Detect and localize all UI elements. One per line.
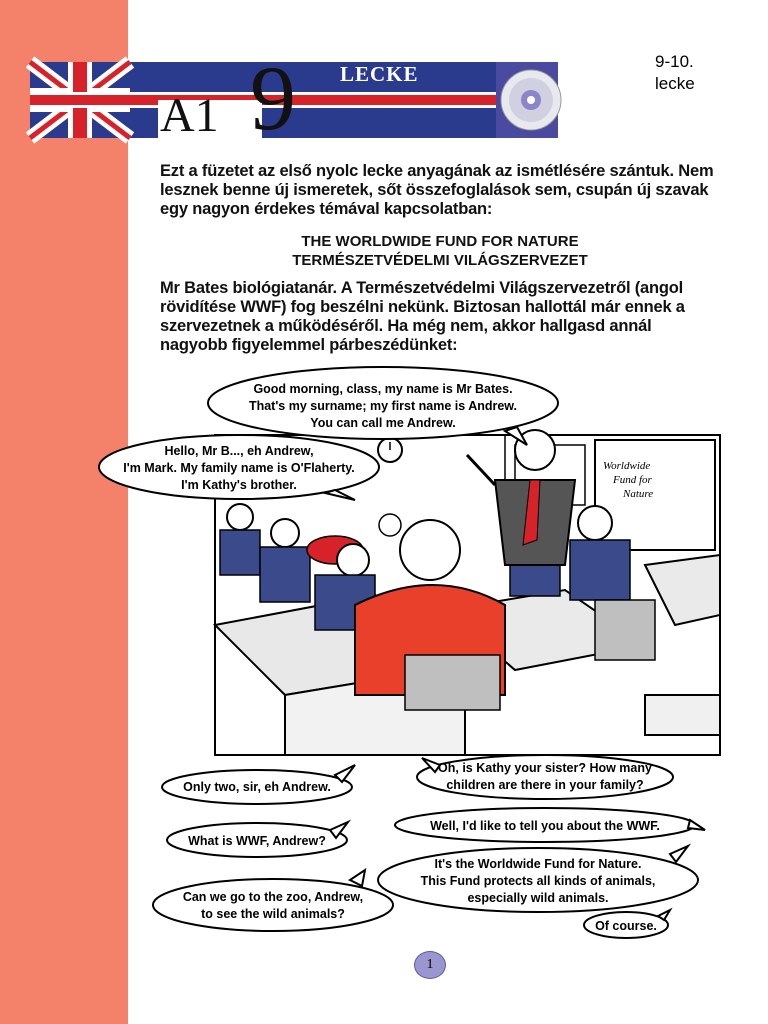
its-the-line-2: This Fund protects all kinds of animals, xyxy=(420,874,656,888)
speech-bubble-bates xyxy=(208,367,558,445)
lesson-label xyxy=(655,51,695,95)
mark-line-3: I'm Kathy's brother. xyxy=(181,478,297,492)
classroom-illustration xyxy=(123,365,725,760)
side-stripe xyxy=(0,0,128,1024)
mark-line-2: I'm Mark. My family name is O'Flaherty. xyxy=(123,461,355,475)
bubble-what-is xyxy=(167,822,348,857)
board-line-3: Nature xyxy=(623,488,654,500)
bubble-tell-wwf xyxy=(395,808,705,842)
what-is-text: What is WWF, Andrew? xyxy=(188,834,326,848)
lesson-label-line2: lecke xyxy=(655,74,695,93)
lesson-label-line1: 9-10. xyxy=(655,52,694,71)
kathy-sister-line-1: Oh, is Kathy your sister? How many xyxy=(438,761,652,775)
zoo-line-2: to see the wild animals? xyxy=(201,907,345,921)
page-number: 1 xyxy=(414,951,446,979)
section-heading xyxy=(160,232,720,270)
zoo-line-1: Can we go to the zoo, Andrew, xyxy=(182,890,364,904)
its-the-line-1: It's the Worldwide Fund for Nature. xyxy=(434,857,642,871)
speech-bubble-mark xyxy=(99,435,379,500)
bates-line-1: Good morning, class, my name is Mr Bates. xyxy=(253,382,513,396)
bubble-its-the xyxy=(378,846,698,912)
mark-line-1: Hello, Mr B..., eh Andrew, xyxy=(164,444,314,458)
kathy-sister-line-2: children are there in your family? xyxy=(446,778,644,792)
intro-paragraph: Ezt a füzetet az első nyolc lecke anyagának az ismétlésére szántuk. Nem lesznek benne új ismeretek, sőt összefoglalások sem, csupán új szavak egy nagyon érdekes témával kapcsolatban: xyxy=(160,162,714,218)
lesson-number: 9 xyxy=(250,47,296,149)
bates-line-2: That's my surname; my first name is Andrew. xyxy=(248,399,518,413)
heading-english: THE WORLDWIDE FUND FOR NATURE xyxy=(301,233,579,250)
bates-line-3: You can call me Andrew. xyxy=(310,416,456,430)
bubble-kathy-sister xyxy=(417,755,673,799)
of-course-text: Of course. xyxy=(595,919,657,933)
its-the-line-3: especially wild animals. xyxy=(467,891,609,905)
board-line-2: Fund for xyxy=(613,474,652,486)
lesson-word: LECKE xyxy=(340,62,419,86)
heading-hungarian: TERMÉSZETVÉDELMI VILÁGSZERVEZET xyxy=(292,252,588,269)
bubble-zoo xyxy=(153,870,393,931)
tell-wwf-text: Well, I'd like to tell you about the WWF. xyxy=(430,819,660,833)
cd-icon xyxy=(496,62,558,138)
only-two-text: Only two, sir, eh Andrew. xyxy=(183,780,331,794)
board-line-1: Worldwide xyxy=(603,460,651,472)
dialogue-bubbles xyxy=(150,750,710,945)
bubble-of-course xyxy=(584,910,670,938)
intro-paragraph-2: Mr Bates biológiatanár. A Természetvédelmi Világszervezetről (angol rövidítése WWF) fog beszélni nekünk. Biztosan hallottál már ennek a szervezetnek a működéséről. Ha még nem, akkor hallgasd annál nagyobb figyelemmel párbeszédünket: xyxy=(160,279,685,354)
level-label: A1 xyxy=(160,89,219,142)
bubble-only-two xyxy=(162,765,355,804)
